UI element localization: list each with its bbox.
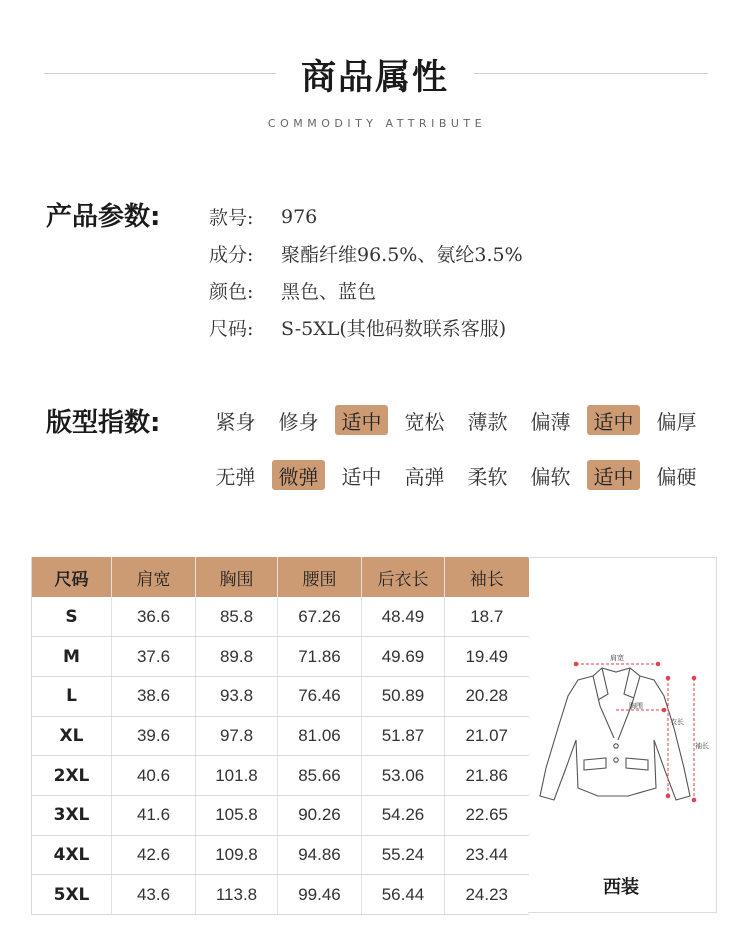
fit-index-label: 版型指数: <box>46 408 161 438</box>
fit-option-selected: 适中 <box>587 460 640 490</box>
cell-waist: 67.26 <box>278 597 362 637</box>
cell-shoulder: 38.6 <box>112 676 196 716</box>
fit-option-selected: 微弹 <box>272 460 325 490</box>
label-shoulder: 肩宽 <box>610 654 624 662</box>
cell-back-length: 55.24 <box>362 835 445 875</box>
fit-option: 柔软 <box>467 464 508 489</box>
cell-shoulder: 41.6 <box>112 795 196 835</box>
cell-size: 5XL <box>32 875 112 915</box>
cell-sleeve: 24.23 <box>445 875 529 915</box>
cell-waist: 76.46 <box>278 676 362 716</box>
page-title: 商品属性 <box>300 58 449 98</box>
table-row <box>32 676 529 716</box>
cell-back-length: 53.06 <box>362 756 445 796</box>
cell-chest: 85.8 <box>196 597 278 637</box>
cell-size: 4XL <box>32 835 112 875</box>
cell-waist: 94.86 <box>278 835 362 875</box>
fit-option: 偏薄 <box>530 409 571 434</box>
param-row-size <box>209 309 523 346</box>
cell-size: L <box>32 676 112 716</box>
label-sleeve: 袖长 <box>695 742 709 750</box>
cell-shoulder: 37.6 <box>112 637 196 677</box>
cell-size: M <box>32 637 112 677</box>
column-header-waist: 腰围 <box>278 557 362 597</box>
cell-size: XL <box>32 716 112 756</box>
fit-option: 薄款 <box>467 409 508 434</box>
cell-chest: 101.8 <box>196 756 278 796</box>
cell-sleeve: 21.86 <box>445 756 529 796</box>
cell-waist: 71.86 <box>278 637 362 677</box>
cell-waist: 90.26 <box>278 795 362 835</box>
cell-back-length: 50.89 <box>362 676 445 716</box>
product-params-list <box>209 198 523 346</box>
fit-option: 紧身 <box>215 409 256 434</box>
column-header-chest: 胸围 <box>196 557 278 597</box>
cell-chest: 89.8 <box>196 637 278 677</box>
fit-option-selected: 适中 <box>335 405 388 435</box>
param-value: S-5XL(其他码数联系客服) <box>281 318 507 340</box>
cell-sleeve: 21.07 <box>445 716 529 756</box>
page-subtitle: COMMODITY ATTRIBUTE <box>267 117 487 130</box>
column-header-shoulder: 肩宽 <box>112 557 196 597</box>
cell-sleeve: 23.44 <box>445 835 529 875</box>
param-row-color <box>209 272 523 309</box>
column-header-sleeve: 袖长 <box>445 557 529 597</box>
cell-sleeve: 22.65 <box>445 795 529 835</box>
param-row-material <box>209 235 523 272</box>
cell-back-length: 51.87 <box>362 716 445 756</box>
table-row <box>32 716 529 756</box>
param-value: 976 <box>281 205 318 228</box>
fit-option: 无弹 <box>215 464 256 489</box>
cell-chest: 97.8 <box>196 716 278 756</box>
cell-back-length: 49.69 <box>362 637 445 677</box>
table-row <box>32 597 529 637</box>
cell-waist: 99.46 <box>278 875 362 915</box>
cell-chest: 105.8 <box>196 795 278 835</box>
param-key: 尺码: <box>209 318 254 340</box>
cell-sleeve: 18.7 <box>445 597 529 637</box>
fit-option: 修身 <box>278 409 319 434</box>
diagram-caption: 西装 <box>603 877 639 898</box>
fit-option: 适中 <box>341 464 382 489</box>
cell-waist: 85.66 <box>278 756 362 796</box>
fit-row-elasticity <box>204 460 708 492</box>
cell-sleeve: 19.49 <box>445 637 529 677</box>
column-header-back-length: 后衣长 <box>362 557 445 597</box>
param-row-style <box>209 198 523 235</box>
label-length: 衣长 <box>670 718 684 726</box>
param-key: 款号: <box>209 207 254 229</box>
table-row <box>32 756 529 796</box>
cell-chest: 93.8 <box>196 676 278 716</box>
cell-size: 2XL <box>32 756 112 796</box>
param-key: 颜色: <box>209 281 254 303</box>
cell-waist: 81.06 <box>278 716 362 756</box>
table-row <box>32 637 529 677</box>
table-header-row <box>32 557 529 597</box>
cell-chest: 113.8 <box>196 875 278 915</box>
cell-shoulder: 40.6 <box>112 756 196 796</box>
blazer-illustration <box>528 648 714 818</box>
fit-option: 高弹 <box>404 464 445 489</box>
fit-option: 宽松 <box>404 409 445 434</box>
fit-option: 偏软 <box>530 464 571 489</box>
cell-shoulder: 36.6 <box>112 597 196 637</box>
section-header <box>0 0 750 150</box>
fit-option-selected: 适中 <box>587 405 640 435</box>
cell-size: 3XL <box>32 795 112 835</box>
param-key: 成分: <box>209 244 254 266</box>
fit-option: 偏厚 <box>656 409 697 434</box>
fit-option: 偏硬 <box>656 464 697 489</box>
cell-back-length: 56.44 <box>362 875 445 915</box>
table-row <box>32 835 529 875</box>
cell-shoulder: 42.6 <box>112 835 196 875</box>
cell-shoulder: 43.6 <box>112 875 196 915</box>
label-chest: 胸围 <box>629 702 643 710</box>
column-header-size: 尺码 <box>32 557 112 597</box>
cell-shoulder: 39.6 <box>112 716 196 756</box>
cell-sleeve: 20.28 <box>445 676 529 716</box>
product-params-label: 产品参数: <box>46 202 161 232</box>
param-value: 黑色、蓝色 <box>281 281 377 303</box>
cell-size: S <box>32 597 112 637</box>
garment-diagram-panel <box>528 557 717 913</box>
param-value: 聚酯纤维96.5%、氨纶3.5% <box>281 244 523 266</box>
header-divider-right <box>474 73 708 74</box>
size-chart-table <box>31 557 529 915</box>
table-row <box>32 795 529 835</box>
cell-chest: 109.8 <box>196 835 278 875</box>
fit-row-thickness <box>204 405 708 437</box>
table-row <box>32 875 529 915</box>
cell-back-length: 48.49 <box>362 597 445 637</box>
cell-back-length: 54.26 <box>362 795 445 835</box>
